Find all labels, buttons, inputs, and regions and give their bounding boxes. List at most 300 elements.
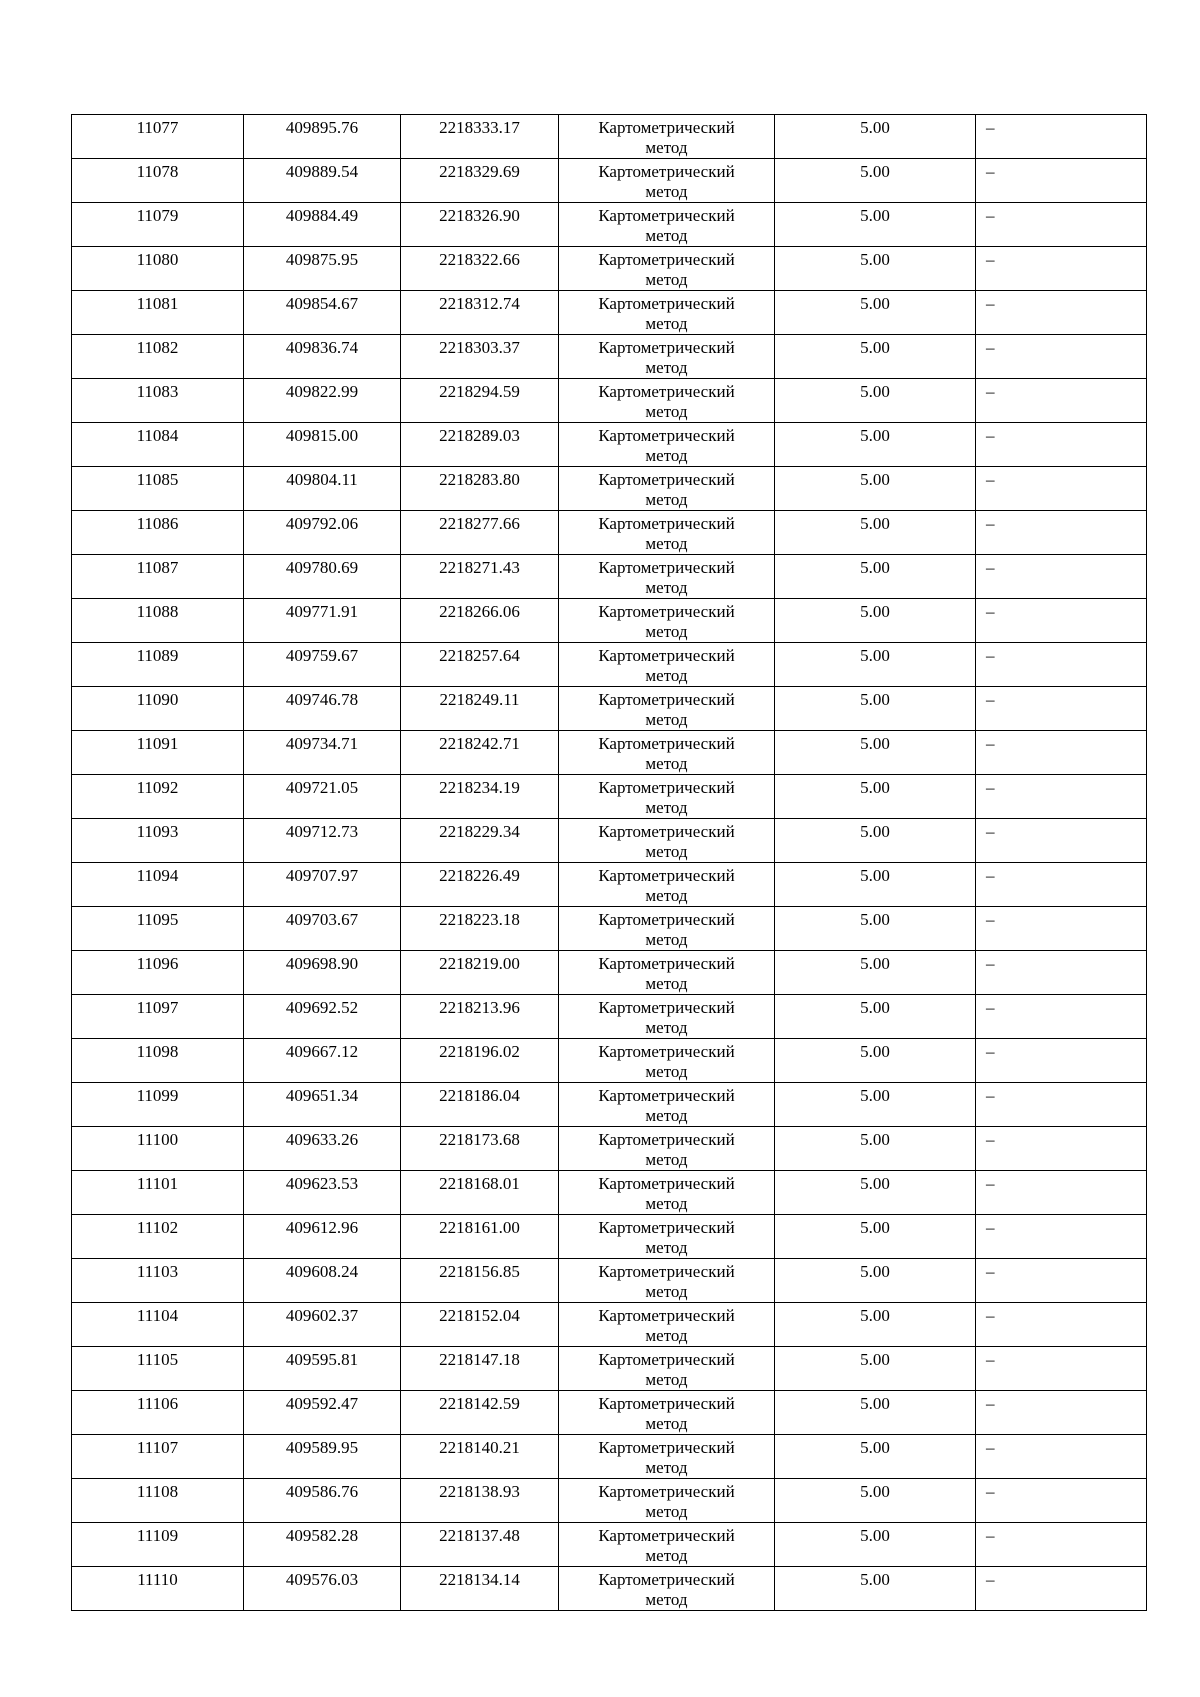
method-cell — [559, 599, 775, 643]
accuracy-cell: 5.00 — [775, 379, 976, 423]
y-coordinate-cell: 2218138.93 — [401, 1479, 559, 1523]
table-row — [72, 863, 1147, 907]
method-line: метод — [645, 358, 688, 377]
table-row — [72, 775, 1147, 819]
point-number-cell: 11101 — [72, 1171, 244, 1215]
x-coordinate-cell: 409815.00 — [244, 423, 401, 467]
method-cell — [559, 335, 775, 379]
accuracy-cell: 5.00 — [775, 1347, 976, 1391]
accuracy-cell: 5.00 — [775, 1083, 976, 1127]
method-cell — [559, 995, 775, 1039]
accuracy-cell: 5.00 — [775, 1391, 976, 1435]
accuracy-cell: 5.00 — [775, 555, 976, 599]
accuracy-cell: 5.00 — [775, 643, 976, 687]
method-line: метод — [645, 974, 688, 993]
y-coordinate-cell: 2218161.00 — [401, 1215, 559, 1259]
method-line: Картометрический — [598, 470, 735, 489]
accuracy-cell: 5.00 — [775, 687, 976, 731]
y-coordinate-cell: 2218303.37 — [401, 335, 559, 379]
accuracy-cell: 5.00 — [775, 247, 976, 291]
note-cell: – — [976, 159, 1147, 203]
method-line: Картометрический — [598, 690, 735, 709]
method-cell — [559, 423, 775, 467]
accuracy-cell: 5.00 — [775, 907, 976, 951]
table-row — [72, 203, 1147, 247]
method-line: Картометрический — [598, 1350, 735, 1369]
accuracy-cell: 5.00 — [775, 1127, 976, 1171]
note-cell: – — [976, 1127, 1147, 1171]
table-row — [72, 1435, 1147, 1479]
point-number-cell: 11096 — [72, 951, 244, 995]
y-coordinate-cell: 2218234.19 — [401, 775, 559, 819]
method-cell — [559, 1083, 775, 1127]
table-row — [72, 1259, 1147, 1303]
method-line: Картометрический — [598, 1174, 735, 1193]
note-cell: – — [976, 1259, 1147, 1303]
note-cell: – — [976, 511, 1147, 555]
point-number-cell: 11077 — [72, 115, 244, 159]
point-number-cell: 11089 — [72, 643, 244, 687]
note-cell: – — [976, 335, 1147, 379]
x-coordinate-cell: 409889.54 — [244, 159, 401, 203]
accuracy-cell: 5.00 — [775, 115, 976, 159]
note-cell: – — [976, 951, 1147, 995]
table-row — [72, 643, 1147, 687]
note-cell: – — [976, 863, 1147, 907]
method-line: метод — [645, 886, 688, 905]
y-coordinate-cell: 2218322.66 — [401, 247, 559, 291]
x-coordinate-cell: 409734.71 — [244, 731, 401, 775]
method-line: метод — [645, 754, 688, 773]
accuracy-cell: 5.00 — [775, 1523, 976, 1567]
method-line: метод — [645, 1414, 688, 1433]
note-cell: – — [976, 995, 1147, 1039]
method-cell — [559, 1039, 775, 1083]
x-coordinate-cell: 409884.49 — [244, 203, 401, 247]
point-number-cell: 11110 — [72, 1567, 244, 1611]
y-coordinate-cell: 2218257.64 — [401, 643, 559, 687]
accuracy-cell: 5.00 — [775, 467, 976, 511]
point-number-cell: 11090 — [72, 687, 244, 731]
point-number-cell: 11087 — [72, 555, 244, 599]
method-line: Картометрический — [598, 866, 735, 885]
y-coordinate-cell: 2218326.90 — [401, 203, 559, 247]
y-coordinate-cell: 2218249.11 — [401, 687, 559, 731]
method-line: метод — [645, 490, 688, 509]
table-row — [72, 819, 1147, 863]
method-line: метод — [645, 930, 688, 949]
table-row — [72, 1127, 1147, 1171]
table-row — [72, 247, 1147, 291]
x-coordinate-cell: 409651.34 — [244, 1083, 401, 1127]
note-cell: – — [976, 1215, 1147, 1259]
x-coordinate-cell: 409698.90 — [244, 951, 401, 995]
method-line: Картометрический — [598, 778, 735, 797]
method-line: метод — [645, 1282, 688, 1301]
point-number-cell: 11095 — [72, 907, 244, 951]
y-coordinate-cell: 2218289.03 — [401, 423, 559, 467]
x-coordinate-cell: 409875.95 — [244, 247, 401, 291]
point-number-cell: 11108 — [72, 1479, 244, 1523]
table-row — [72, 291, 1147, 335]
point-number-cell: 11102 — [72, 1215, 244, 1259]
method-cell — [559, 291, 775, 335]
y-coordinate-cell: 2218283.80 — [401, 467, 559, 511]
method-cell — [559, 907, 775, 951]
x-coordinate-cell: 409836.74 — [244, 335, 401, 379]
method-cell — [559, 1479, 775, 1523]
table-row — [72, 1039, 1147, 1083]
x-coordinate-cell: 409804.11 — [244, 467, 401, 511]
x-coordinate-cell: 409592.47 — [244, 1391, 401, 1435]
method-line: Картометрический — [598, 206, 735, 225]
method-cell — [559, 687, 775, 731]
accuracy-cell: 5.00 — [775, 1039, 976, 1083]
accuracy-cell: 5.00 — [775, 1567, 976, 1611]
method-line: Картометрический — [598, 1218, 735, 1237]
note-cell: – — [976, 203, 1147, 247]
point-number-cell: 11080 — [72, 247, 244, 291]
method-line: Картометрический — [598, 1394, 735, 1413]
x-coordinate-cell: 409667.12 — [244, 1039, 401, 1083]
y-coordinate-cell: 2218213.96 — [401, 995, 559, 1039]
point-number-cell: 11109 — [72, 1523, 244, 1567]
y-coordinate-cell: 2218142.59 — [401, 1391, 559, 1435]
coordinates-table — [71, 114, 1147, 1611]
y-coordinate-cell: 2218242.71 — [401, 731, 559, 775]
method-line: метод — [645, 314, 688, 333]
x-coordinate-cell: 409589.95 — [244, 1435, 401, 1479]
y-coordinate-cell: 2218196.02 — [401, 1039, 559, 1083]
point-number-cell: 11103 — [72, 1259, 244, 1303]
method-cell — [559, 1215, 775, 1259]
note-cell: – — [976, 1435, 1147, 1479]
y-coordinate-cell: 2218329.69 — [401, 159, 559, 203]
x-coordinate-cell: 409854.67 — [244, 291, 401, 335]
table-row — [72, 599, 1147, 643]
x-coordinate-cell: 409692.52 — [244, 995, 401, 1039]
method-cell — [559, 731, 775, 775]
table-row — [72, 995, 1147, 1039]
method-line: метод — [645, 534, 688, 553]
accuracy-cell: 5.00 — [775, 951, 976, 995]
accuracy-cell: 5.00 — [775, 1259, 976, 1303]
method-cell — [559, 819, 775, 863]
accuracy-cell: 5.00 — [775, 775, 976, 819]
note-cell: – — [976, 1171, 1147, 1215]
x-coordinate-cell: 409707.97 — [244, 863, 401, 907]
accuracy-cell: 5.00 — [775, 1479, 976, 1523]
method-line: Картометрический — [598, 1042, 735, 1061]
table-row — [72, 335, 1147, 379]
note-cell: – — [976, 1523, 1147, 1567]
method-line: Картометрический — [598, 998, 735, 1017]
point-number-cell: 11107 — [72, 1435, 244, 1479]
accuracy-cell: 5.00 — [775, 423, 976, 467]
method-cell — [559, 1391, 775, 1435]
method-line: метод — [645, 622, 688, 641]
table-row — [72, 951, 1147, 995]
x-coordinate-cell: 409633.26 — [244, 1127, 401, 1171]
method-line: Картометрический — [598, 1570, 735, 1589]
method-cell — [559, 467, 775, 511]
point-number-cell: 11105 — [72, 1347, 244, 1391]
method-cell — [559, 1435, 775, 1479]
point-number-cell: 11093 — [72, 819, 244, 863]
note-cell: – — [976, 467, 1147, 511]
method-line: метод — [645, 1502, 688, 1521]
method-line: метод — [645, 1106, 688, 1125]
method-line: Картометрический — [598, 822, 735, 841]
method-cell — [559, 951, 775, 995]
method-cell — [559, 247, 775, 291]
accuracy-cell: 5.00 — [775, 731, 976, 775]
accuracy-cell: 5.00 — [775, 203, 976, 247]
table-row — [72, 1215, 1147, 1259]
x-coordinate-cell: 409822.99 — [244, 379, 401, 423]
y-coordinate-cell: 2218312.74 — [401, 291, 559, 335]
accuracy-cell: 5.00 — [775, 1435, 976, 1479]
note-cell: – — [976, 1347, 1147, 1391]
note-cell: – — [976, 819, 1147, 863]
accuracy-cell: 5.00 — [775, 1171, 976, 1215]
x-coordinate-cell: 409721.05 — [244, 775, 401, 819]
table-row — [72, 731, 1147, 775]
method-line: метод — [645, 1546, 688, 1565]
table-row — [72, 1479, 1147, 1523]
table-row — [72, 1171, 1147, 1215]
note-cell: – — [976, 555, 1147, 599]
x-coordinate-cell: 409586.76 — [244, 1479, 401, 1523]
method-line: метод — [645, 138, 688, 157]
method-line: Картометрический — [598, 118, 735, 137]
method-line: метод — [645, 666, 688, 685]
accuracy-cell: 5.00 — [775, 291, 976, 335]
table-row — [72, 687, 1147, 731]
method-cell — [559, 379, 775, 423]
method-line: Картометрический — [598, 734, 735, 753]
x-coordinate-cell: 409712.73 — [244, 819, 401, 863]
method-line: Картометрический — [598, 1130, 735, 1149]
x-coordinate-cell: 409576.03 — [244, 1567, 401, 1611]
point-number-cell: 11083 — [72, 379, 244, 423]
table-row — [72, 159, 1147, 203]
y-coordinate-cell: 2218226.49 — [401, 863, 559, 907]
note-cell: – — [976, 599, 1147, 643]
y-coordinate-cell: 2218134.14 — [401, 1567, 559, 1611]
method-line: Картометрический — [598, 382, 735, 401]
y-coordinate-cell: 2218229.34 — [401, 819, 559, 863]
y-coordinate-cell: 2218168.01 — [401, 1171, 559, 1215]
method-cell — [559, 115, 775, 159]
x-coordinate-cell: 409582.28 — [244, 1523, 401, 1567]
accuracy-cell: 5.00 — [775, 159, 976, 203]
method-line: метод — [645, 1150, 688, 1169]
method-line: метод — [645, 1590, 688, 1609]
note-cell: – — [976, 775, 1147, 819]
note-cell: – — [976, 731, 1147, 775]
point-number-cell: 11082 — [72, 335, 244, 379]
point-number-cell: 11092 — [72, 775, 244, 819]
y-coordinate-cell: 2218152.04 — [401, 1303, 559, 1347]
method-line: метод — [645, 446, 688, 465]
point-number-cell: 11099 — [72, 1083, 244, 1127]
point-number-cell: 11104 — [72, 1303, 244, 1347]
y-coordinate-cell: 2218156.85 — [401, 1259, 559, 1303]
method-cell — [559, 1303, 775, 1347]
point-number-cell: 11084 — [72, 423, 244, 467]
note-cell: – — [976, 1567, 1147, 1611]
x-coordinate-cell: 409623.53 — [244, 1171, 401, 1215]
method-line: метод — [645, 270, 688, 289]
method-line: Картометрический — [598, 514, 735, 533]
table-row — [72, 907, 1147, 951]
x-coordinate-cell: 409703.67 — [244, 907, 401, 951]
note-cell: – — [976, 379, 1147, 423]
note-cell: – — [976, 643, 1147, 687]
note-cell: – — [976, 291, 1147, 335]
method-line: метод — [645, 1018, 688, 1037]
point-number-cell: 11088 — [72, 599, 244, 643]
y-coordinate-cell: 2218219.00 — [401, 951, 559, 995]
point-number-cell: 11085 — [72, 467, 244, 511]
x-coordinate-cell: 409780.69 — [244, 555, 401, 599]
x-coordinate-cell: 409746.78 — [244, 687, 401, 731]
method-cell — [559, 643, 775, 687]
method-line: Картометрический — [598, 250, 735, 269]
point-number-cell: 11100 — [72, 1127, 244, 1171]
x-coordinate-cell: 409759.67 — [244, 643, 401, 687]
accuracy-cell: 5.00 — [775, 511, 976, 555]
note-cell: – — [976, 247, 1147, 291]
method-cell — [559, 1259, 775, 1303]
y-coordinate-cell: 2218277.66 — [401, 511, 559, 555]
table-row — [72, 555, 1147, 599]
method-line: Картометрический — [598, 558, 735, 577]
y-coordinate-cell: 2218140.21 — [401, 1435, 559, 1479]
x-coordinate-cell: 409792.06 — [244, 511, 401, 555]
method-cell — [559, 159, 775, 203]
point-number-cell: 11079 — [72, 203, 244, 247]
method-line: метод — [645, 226, 688, 245]
table-row — [72, 1303, 1147, 1347]
method-line: Картометрический — [598, 602, 735, 621]
method-line: Картометрический — [598, 1526, 735, 1545]
point-number-cell: 11078 — [72, 159, 244, 203]
method-cell — [559, 1127, 775, 1171]
note-cell: – — [976, 115, 1147, 159]
note-cell: – — [976, 1303, 1147, 1347]
accuracy-cell: 5.00 — [775, 1303, 976, 1347]
method-line: Картометрический — [598, 646, 735, 665]
method-cell — [559, 1523, 775, 1567]
table-row — [72, 511, 1147, 555]
method-line: Картометрический — [598, 1306, 735, 1325]
method-line: Картометрический — [598, 1438, 735, 1457]
table-row — [72, 1347, 1147, 1391]
method-cell — [559, 1347, 775, 1391]
method-line: Картометрический — [598, 162, 735, 181]
x-coordinate-cell: 409612.96 — [244, 1215, 401, 1259]
y-coordinate-cell: 2218137.48 — [401, 1523, 559, 1567]
note-cell: – — [976, 423, 1147, 467]
y-coordinate-cell: 2218186.04 — [401, 1083, 559, 1127]
point-number-cell: 11081 — [72, 291, 244, 335]
y-coordinate-cell: 2218173.68 — [401, 1127, 559, 1171]
y-coordinate-cell: 2218266.06 — [401, 599, 559, 643]
method-cell — [559, 1567, 775, 1611]
method-cell — [559, 511, 775, 555]
x-coordinate-cell: 409602.37 — [244, 1303, 401, 1347]
method-line: Картометрический — [598, 1262, 735, 1281]
table-row — [72, 1083, 1147, 1127]
point-number-cell: 11086 — [72, 511, 244, 555]
method-cell — [559, 203, 775, 247]
method-line: метод — [645, 1370, 688, 1389]
accuracy-cell: 5.00 — [775, 1215, 976, 1259]
method-line: метод — [645, 1458, 688, 1477]
table-row — [72, 115, 1147, 159]
method-cell — [559, 775, 775, 819]
method-line: Картометрический — [598, 426, 735, 445]
method-line: метод — [645, 710, 688, 729]
method-line: метод — [645, 1238, 688, 1257]
point-number-cell: 11098 — [72, 1039, 244, 1083]
method-line: Картометрический — [598, 294, 735, 313]
point-number-cell: 11106 — [72, 1391, 244, 1435]
method-line: метод — [645, 578, 688, 597]
accuracy-cell: 5.00 — [775, 599, 976, 643]
method-line: Картометрический — [598, 338, 735, 357]
method-line: Картометрический — [598, 910, 735, 929]
note-cell: – — [976, 687, 1147, 731]
table-row — [72, 379, 1147, 423]
method-line: метод — [645, 402, 688, 421]
method-line: метод — [645, 182, 688, 201]
note-cell: – — [976, 1083, 1147, 1127]
accuracy-cell: 5.00 — [775, 819, 976, 863]
method-line: метод — [645, 1194, 688, 1213]
x-coordinate-cell: 409595.81 — [244, 1347, 401, 1391]
method-line: метод — [645, 1326, 688, 1345]
method-line: Картометрический — [598, 954, 735, 973]
x-coordinate-cell: 409771.91 — [244, 599, 401, 643]
note-cell: – — [976, 1479, 1147, 1523]
point-number-cell: 11091 — [72, 731, 244, 775]
accuracy-cell: 5.00 — [775, 863, 976, 907]
table-row — [72, 1567, 1147, 1611]
y-coordinate-cell: 2218333.17 — [401, 115, 559, 159]
table-row — [72, 1391, 1147, 1435]
table-row — [72, 423, 1147, 467]
method-cell — [559, 555, 775, 599]
point-number-cell: 11094 — [72, 863, 244, 907]
method-line: Картометрический — [598, 1086, 735, 1105]
note-cell: – — [976, 1039, 1147, 1083]
table-row — [72, 467, 1147, 511]
method-cell — [559, 1171, 775, 1215]
method-line: метод — [645, 842, 688, 861]
y-coordinate-cell: 2218223.18 — [401, 907, 559, 951]
method-line: метод — [645, 1062, 688, 1081]
method-line: метод — [645, 798, 688, 817]
y-coordinate-cell: 2218271.43 — [401, 555, 559, 599]
method-cell — [559, 863, 775, 907]
table-row — [72, 1523, 1147, 1567]
x-coordinate-cell: 409608.24 — [244, 1259, 401, 1303]
accuracy-cell: 5.00 — [775, 335, 976, 379]
note-cell: – — [976, 1391, 1147, 1435]
